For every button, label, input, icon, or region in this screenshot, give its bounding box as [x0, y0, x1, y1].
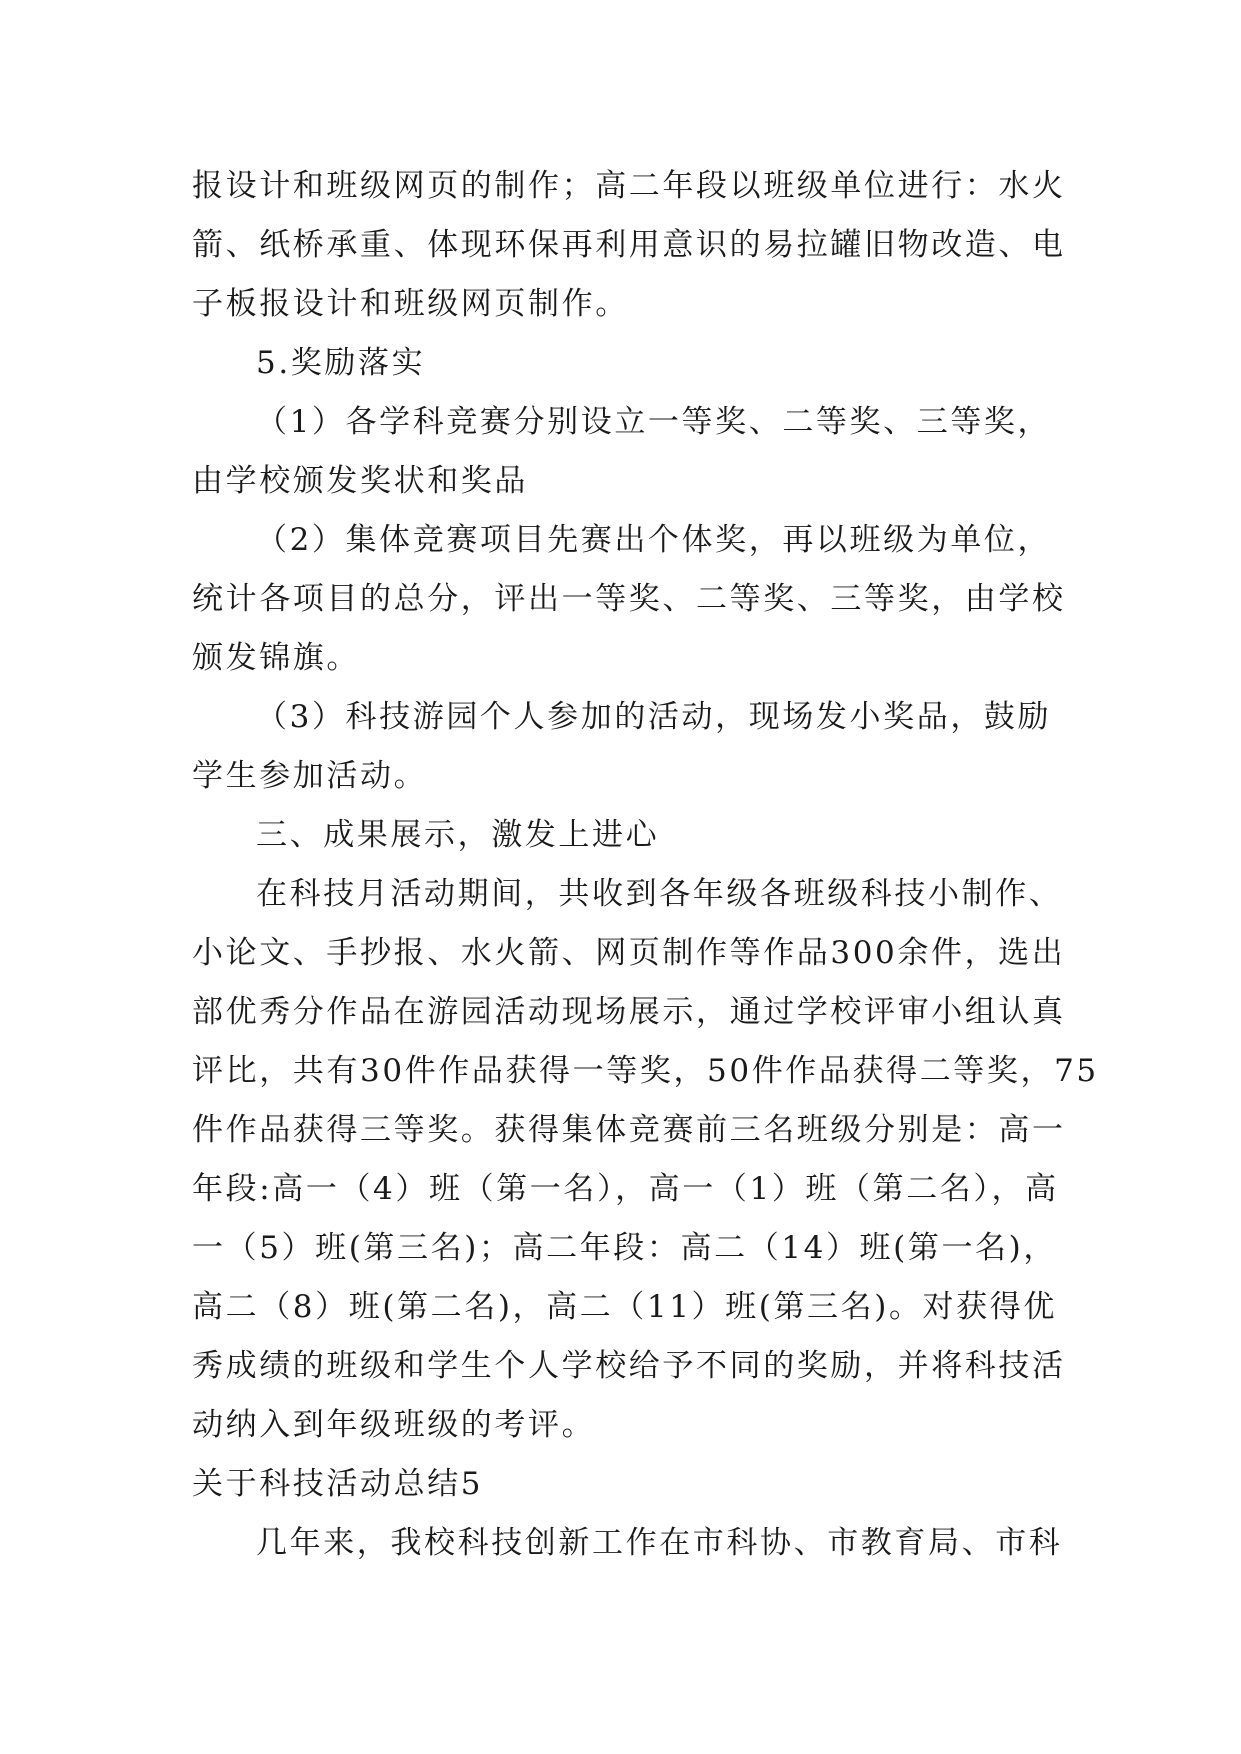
paragraph-line-14: 小论文、手抄报、水火箭、网页制作等作品300余件，选出	[192, 935, 1066, 971]
paragraph-line-9: 颁发锦旗。	[192, 640, 360, 676]
article-title: 关于科技活动总结5	[192, 1466, 484, 1502]
paragraph-line-3: 子板报设计和班级网页制作。	[192, 286, 629, 322]
paragraph-line-7: （2）集体竞赛项目先赛出个体奖，再以班级为单位，	[256, 522, 1052, 558]
paragraph-line-13: 在科技月活动期间，共收到各年级各班级科技小制作、	[256, 876, 1063, 912]
paragraph-line-2: 箭、纸桥承重、体现环保再利用意识的易拉罐旧物改造、电	[192, 227, 1066, 263]
paragraph-line-16: 评比，共有30件作品获得一等奖，50件作品获得二等奖，75	[192, 1053, 1099, 1089]
paragraph-line-1: 报设计和班级网页的制作；高二年段以班级单位进行：水火	[192, 168, 1066, 204]
paragraph-line-24: 几年来，我校科技创新工作在市科协、市教育局、市科	[256, 1525, 1063, 1561]
paragraph-line-11: 学生参加活动。	[192, 758, 428, 794]
paragraph-line-8: 统计各项目的总分，评出一等奖、二等奖、三等奖，由学校	[192, 581, 1066, 617]
paragraph-line-17: 件作品获得三等奖。获得集体竞赛前三名班级分别是：高一	[192, 1112, 1066, 1148]
paragraph-line-21: 秀成绩的班级和学生个人学校给予不同的奖励，并将科技活	[192, 1348, 1066, 1384]
paragraph-line-19: 一（5）班(第三名)；高二年段：高二（14）班(第一名)，	[192, 1230, 1057, 1266]
paragraph-line-10: （3）科技游园个人参加的活动，现场发小奖品，鼓励	[256, 699, 1052, 735]
paragraph-line-6: 由学校颁发奖状和奖品	[192, 463, 528, 499]
section-heading-results: 三、成果展示，激发上进心	[256, 817, 660, 853]
paragraph-line-18: 年段:高一（4）班（第一名），高一（1）班（第二名），高	[192, 1171, 1059, 1207]
paragraph-line-22: 动纳入到年级班级的考评。	[192, 1407, 596, 1443]
paragraph-line-15: 部优秀分作品在游园活动现场展示，通过学校评审小组认真	[192, 994, 1066, 1030]
section-heading-rewards: 5.奖励落实	[256, 345, 426, 381]
paragraph-line-5: （1）各学科竞赛分别设立一等奖、二等奖、三等奖，	[256, 404, 1052, 440]
paragraph-line-20: 高二（8）班(第二名)，高二（11）班(第三名)。对获得优	[192, 1289, 1057, 1325]
